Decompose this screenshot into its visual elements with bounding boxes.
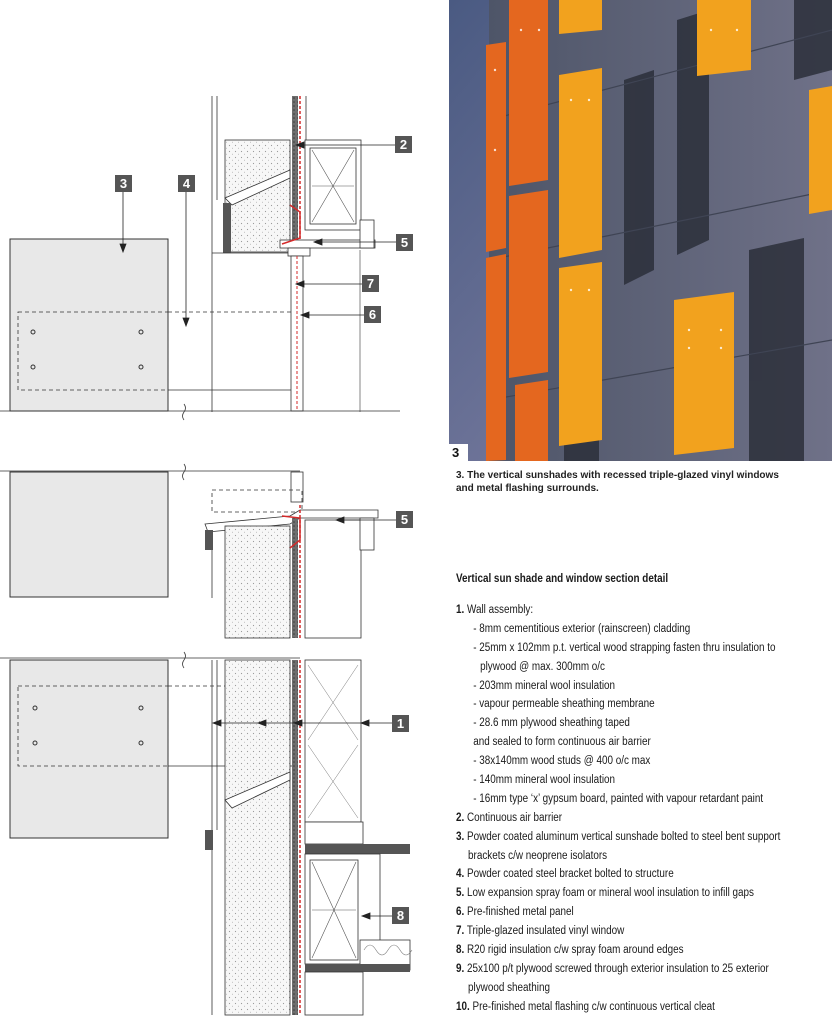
legend-item-text: R20 rigid insulation c/w spray foam around edges	[464, 944, 684, 957]
legend-item-text: Low expansion spray foam or mineral wool insulation to infill gaps	[464, 887, 754, 900]
legend-item-text: Powder coated steel bracket bolted to structure	[464, 868, 674, 881]
legend-item-text: Wall assembly:	[464, 604, 534, 616]
legend-item-text: Triple-glazed insulated vinyl window	[464, 925, 625, 938]
building-facade-photo	[449, 0, 832, 461]
legend-item-text: - 8mm cementitious exterior (rainscreen) cladding	[473, 622, 691, 635]
legend-item-text: - vapour permeable sheathing membrane	[473, 698, 655, 711]
legend-item	[456, 639, 774, 658]
wall-base-assembly	[205, 660, 412, 1015]
legend-item	[456, 941, 774, 960]
legend-item-text: plywood @ max. 300mm o/c	[480, 660, 606, 673]
legend-item	[456, 714, 774, 733]
svg-text:7: 7	[366, 276, 375, 291]
legend-item	[456, 979, 774, 998]
legend-item-number: 3.	[456, 830, 465, 843]
svg-text:5: 5	[400, 512, 409, 527]
legend-item-text: - 38x140mm wood studs @ 400 o/c max	[473, 755, 651, 768]
legend-item	[456, 828, 781, 847]
legend-item-number: 9.	[456, 962, 465, 975]
callout-6	[364, 306, 381, 323]
legend-item-number: 8.	[456, 944, 465, 957]
legend-item	[456, 884, 774, 903]
callout-5-sill	[396, 511, 413, 528]
callout-7	[362, 275, 379, 292]
legend-item-text: - 203mm mineral wool insulation	[473, 679, 616, 692]
legend-item	[456, 695, 774, 714]
photo-caption: 3. The vertical sunshades with recessed triple-glazed vinyl windows and metal flashing surrounds.	[456, 470, 779, 494]
legend-item	[456, 790, 774, 809]
legend-item-text: plywood sheathing	[468, 981, 550, 994]
sunshade-panel-middle	[10, 472, 168, 597]
legend-item-text: - 28.6 mm plywood sheathing taped	[473, 717, 630, 730]
legend-item	[456, 677, 774, 696]
svg-text:6: 6	[368, 307, 377, 322]
callout-8	[392, 907, 409, 924]
legend-item-number: 6.	[456, 906, 465, 919]
legend-item	[456, 809, 774, 828]
callout-3	[115, 175, 132, 192]
legend-item	[456, 998, 774, 1017]
callout-4	[178, 175, 195, 192]
legend-items	[456, 601, 826, 1017]
legend-item-number: 7.	[456, 925, 465, 938]
photo-number: 3	[449, 444, 468, 461]
legend-item-number: 10.	[456, 1000, 470, 1013]
callout-2	[395, 136, 412, 153]
legend-item	[456, 620, 774, 639]
svg-text:1: 1	[396, 716, 405, 731]
svg-text:5: 5	[400, 235, 409, 250]
legend-item	[456, 601, 774, 620]
legend-item-text: - 16mm type ‘x’ gypsum board, painted with vapour retardant paint	[473, 792, 764, 805]
legend-item	[456, 847, 774, 866]
svg-text:8: 8	[396, 908, 405, 923]
window-sill-assembly	[205, 472, 378, 640]
svg-text:4: 4	[182, 176, 191, 191]
legend-item-number: 1.	[456, 604, 465, 616]
svg-text:3: 3	[119, 176, 128, 191]
legend-item-text: and sealed to form continuous air barrier	[473, 736, 651, 749]
legend-title: Vertical sun shade and window section detail	[456, 573, 669, 585]
legend-item	[456, 771, 774, 790]
legend-item-text: brackets c/w neoprene isolators	[468, 849, 608, 862]
callout-5-head	[396, 234, 413, 251]
sunshade-panel-top	[10, 239, 168, 411]
legend-item-text: - 140mm mineral wool insulation	[473, 774, 616, 787]
legend-item-number: 2.	[456, 811, 465, 824]
legend-item-number: 4.	[456, 868, 465, 881]
legend-item-text: Pre-finished metal flashing c/w continuous vertical cleat	[469, 1000, 715, 1013]
legend-item-text: - 25mm x 102mm p.t. vertical wood strapping fasten thru insulation to	[473, 641, 776, 654]
legend-item	[456, 733, 774, 752]
legend-item-number: 5.	[456, 887, 465, 900]
legend-item	[456, 960, 774, 979]
legend-item	[456, 865, 774, 884]
legend-item-text: Pre-finished metal panel	[464, 906, 574, 919]
legend	[456, 573, 826, 1017]
svg-text:2: 2	[399, 137, 408, 152]
legend-item-text: 25x100 p/t plywood screwed through exterior insulation to 25 exterior	[464, 962, 769, 975]
legend-item-text: Continuous air barrier	[464, 811, 563, 824]
legend-item-text: Powder coated aluminum vertical sunshade bolted to steel bent support	[464, 830, 781, 843]
legend-item	[456, 922, 774, 941]
callout-1	[392, 715, 409, 732]
legend-item	[456, 903, 774, 922]
sunshade-panel-bottom	[10, 660, 168, 838]
legend-item	[456, 658, 774, 677]
legend-item	[456, 752, 774, 771]
